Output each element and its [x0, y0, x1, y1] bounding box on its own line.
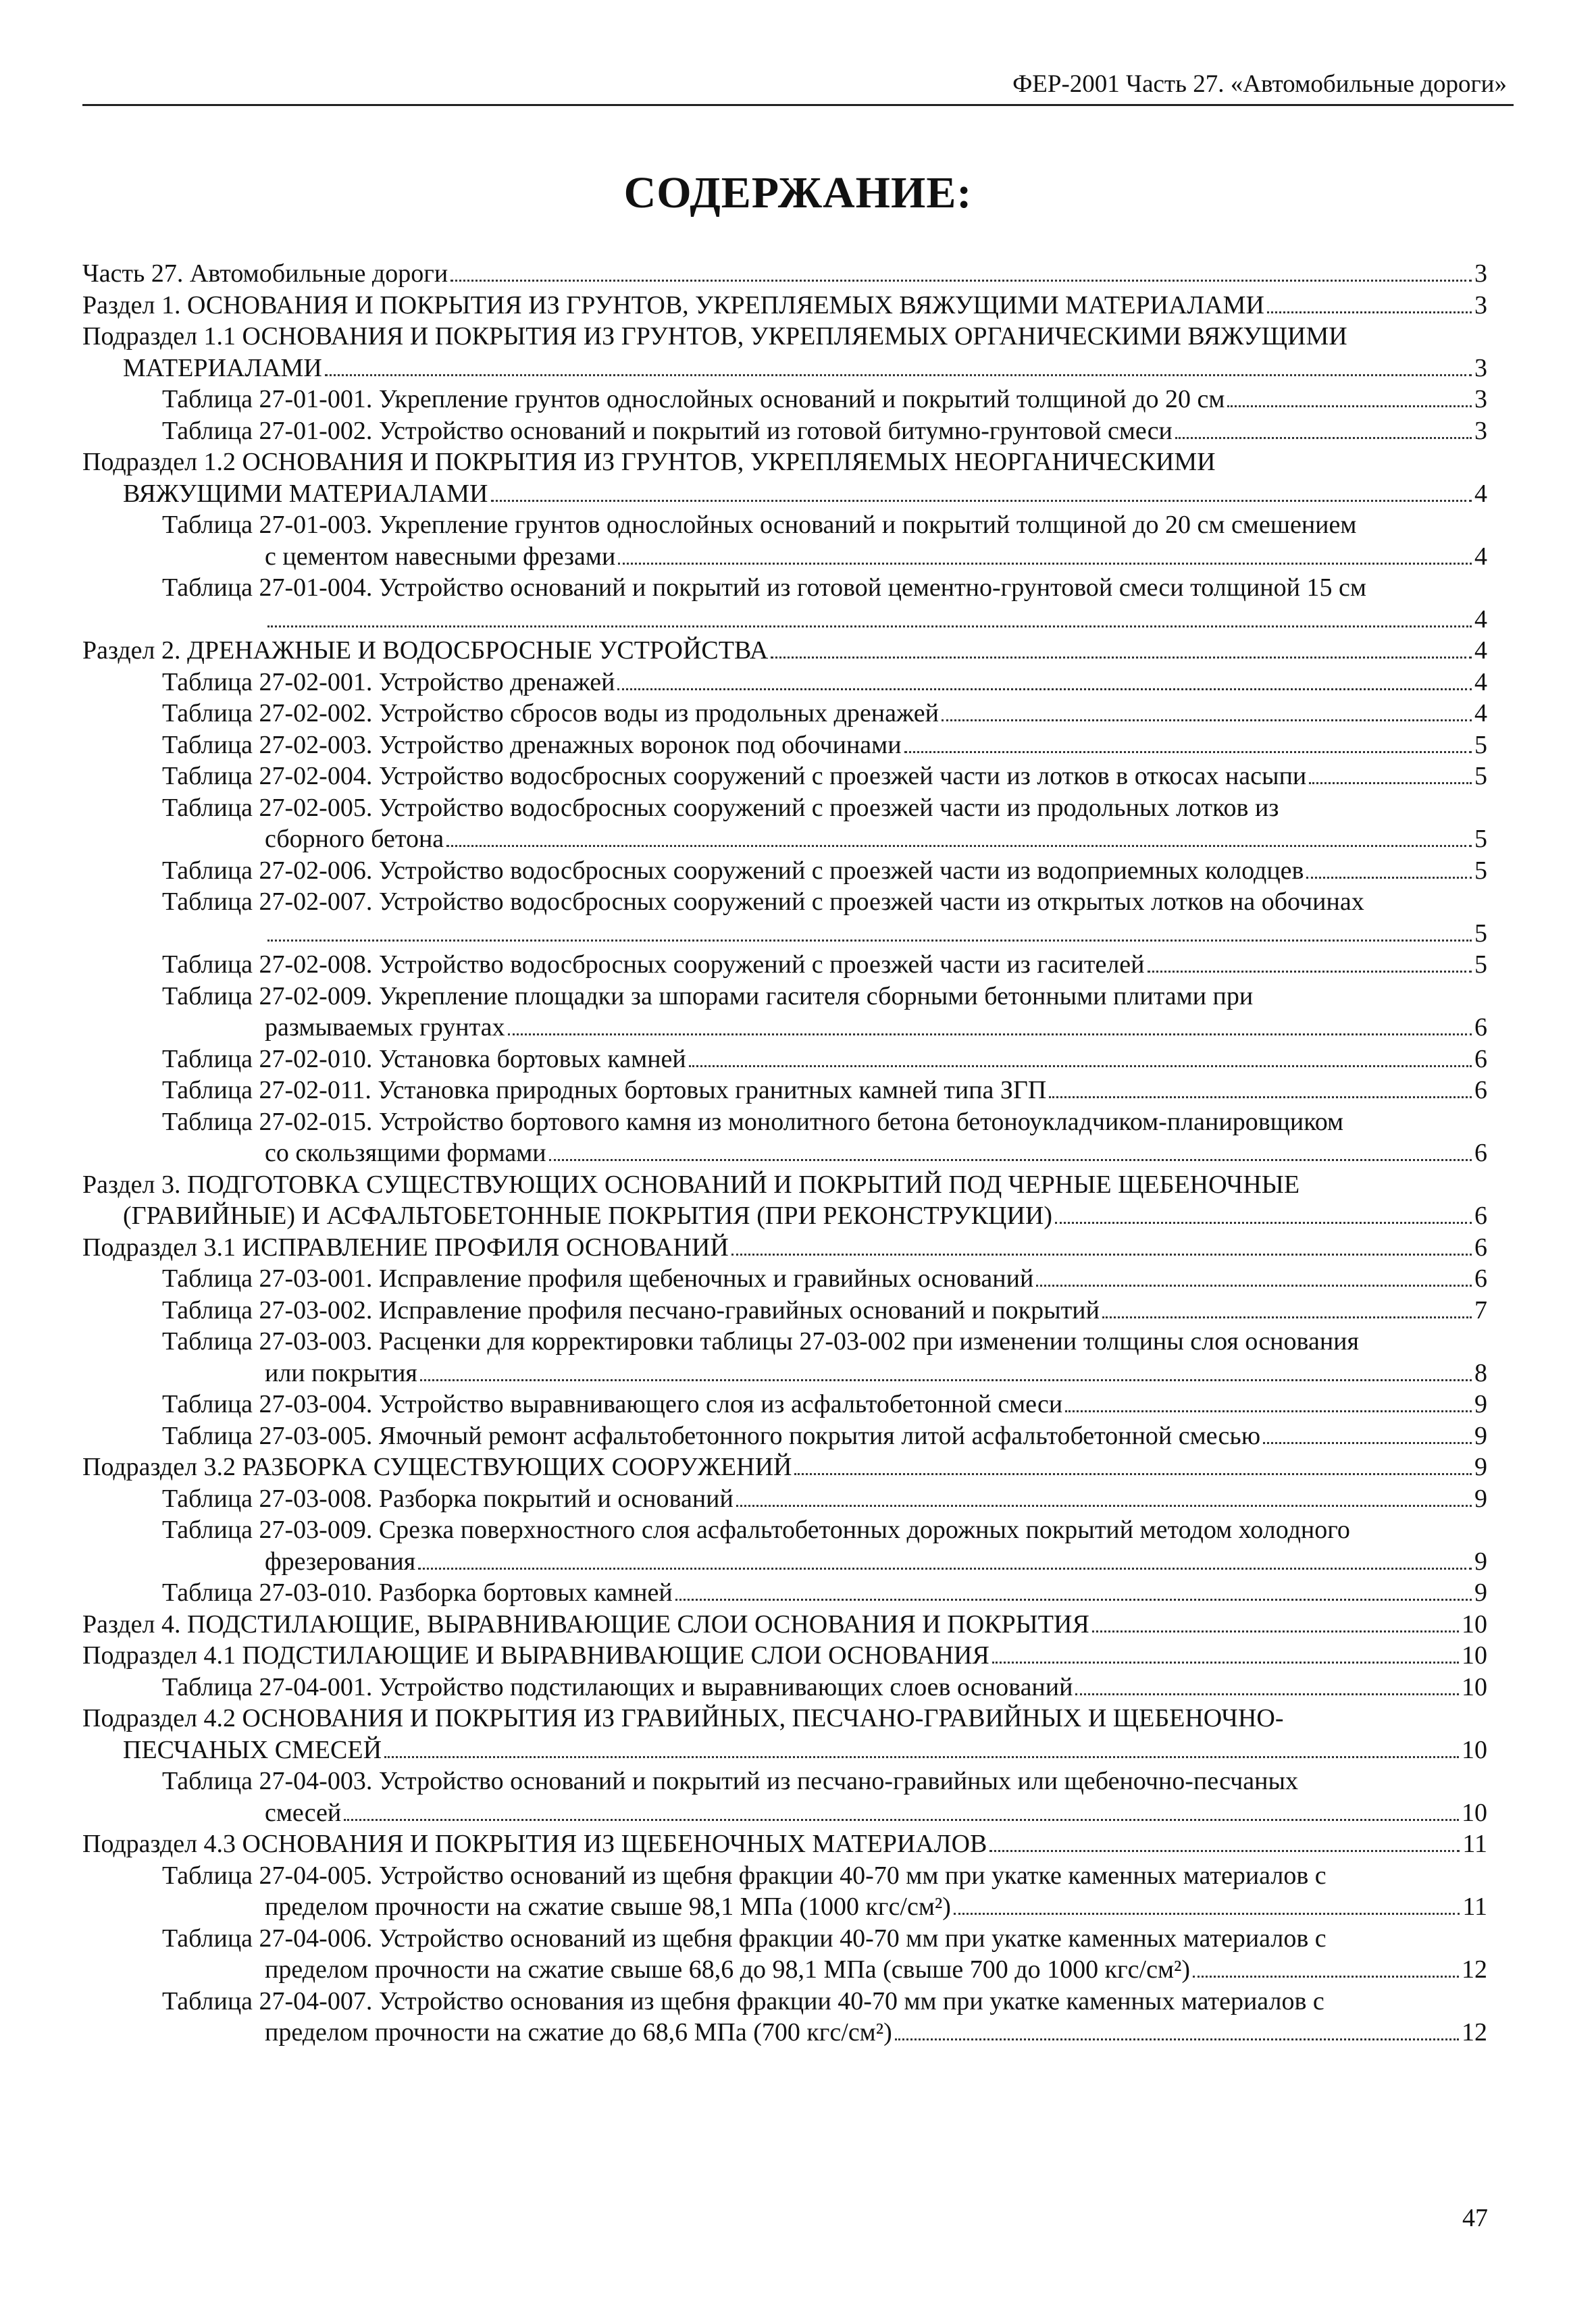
dot-leader: [617, 688, 1472, 690]
toc-entry-page: 9: [1474, 1547, 1487, 1576]
toc-entry[interactable]: [82, 886, 1487, 949]
toc-entry[interactable]: [82, 981, 1487, 1044]
toc-entry-page: 3: [1474, 290, 1487, 319]
toc-entry[interactable]: [82, 1766, 1487, 1828]
toc-entry-page: 7: [1474, 1295, 1487, 1325]
toc-entry[interactable]: [82, 1577, 1487, 1609]
toc-entry-text: Подраздел 4.3 ОСНОВАНИЯ И ПОКРЫТИЯ ИЗ ЩЕБЕНОЧНЫХ МАТЕРИАЛОВ: [82, 1830, 987, 1858]
toc-entry-page: 9: [1474, 1578, 1487, 1607]
toc-entry-page: 3: [1474, 416, 1487, 445]
toc-entry[interactable]: [82, 855, 1487, 887]
toc-entry-page: 12: [1462, 1955, 1487, 1984]
toc-entry-page: 3: [1474, 385, 1487, 413]
toc-entry-text: Таблица 27-02-001. Устройство дренажей: [162, 667, 615, 696]
toc-entry-text: пределом прочности на сжатие свыше 68,6 до 98,1 МПа (свыше 700 до 1000 кгс/см²): [265, 1955, 1191, 1984]
dot-leader: [942, 719, 1472, 721]
toc-entry-page: 10: [1462, 1735, 1487, 1764]
dot-leader: [1263, 1442, 1472, 1444]
toc-entry[interactable]: [82, 1169, 1487, 1232]
toc-entry-page: 6: [1474, 1264, 1487, 1293]
toc-entry[interactable]: [82, 1044, 1487, 1075]
toc-entry-page: 9: [1474, 1453, 1487, 1481]
toc-entry-page: 4: [1474, 479, 1487, 508]
toc-entry[interactable]: [82, 321, 1487, 384]
dot-leader: [992, 1662, 1459, 1664]
toc-entry-page: 10: [1462, 1610, 1487, 1639]
toc-entry-text: размываемых грунтах: [265, 1013, 505, 1042]
toc-entry-page: 4: [1474, 667, 1487, 696]
toc-entry-text: Таблица 27-02-005. Устройство водосбросных сооружений с проезжей части из продольных лотков из: [162, 793, 1279, 822]
toc-entry[interactable]: [82, 667, 1487, 698]
toc-entry-page: 4: [1474, 605, 1487, 634]
dot-leader: [1049, 1096, 1472, 1098]
dot-leader: [344, 1819, 1459, 1821]
toc-entry-text: Таблица 27-03-009. Срезка поверхностного слоя асфальтобетонных дорожных покрытий методом холодного: [162, 1516, 1350, 1544]
toc-entry-text: Таблица 27-02-011. Установка природных бортовых гранитных камней типа ЗГП: [162, 1076, 1047, 1104]
toc-entry-text: Таблица 27-03-004. Устройство выравнивающего слоя из асфальтобетонной смеси: [162, 1390, 1063, 1418]
toc-entry-text: Таблица 27-02-008. Устройство водосбросных сооружений с проезжей части из гасителей: [162, 950, 1145, 979]
toc-entry-text: Раздел 1. ОСНОВАНИЯ И ПОКРЫТИЯ ИЗ ГРУНТОВ, УКРЕПЛЯЕМЫХ ВЯЖУЩИМИ МАТЕРИАЛАМИ: [82, 290, 1264, 319]
dot-leader: [325, 374, 1472, 376]
toc-entry-page: 5: [1474, 919, 1487, 948]
toc-entry-page: 5: [1474, 730, 1487, 759]
dot-leader: [989, 1850, 1460, 1852]
toc-entry-text: Подраздел 3.2 РАЗБОРКА СУЩЕСТВУЮЩИХ СООРУЖЕНИЙ: [82, 1453, 792, 1481]
toc-entry[interactable]: [82, 1703, 1487, 1766]
dot-leader: [1309, 782, 1472, 784]
toc-entry-page: 4: [1474, 636, 1487, 665]
running-header: [82, 57, 1514, 106]
toc-entry-text: ПЕСЧАНЫХ СМЕСЕЙ: [123, 1735, 382, 1764]
toc-entry-page: 11: [1462, 1893, 1487, 1921]
toc-entry-page: 5: [1474, 950, 1487, 979]
toc-entry-page: 5: [1474, 856, 1487, 885]
toc-entry-page: 6: [1474, 1076, 1487, 1104]
toc-entry[interactable]: [82, 1514, 1487, 1577]
toc-entry-text: пределом прочности на сжатие свыше 98,1 МПа (1000 кгс/см²): [265, 1893, 951, 1921]
dot-leader: [1148, 971, 1472, 973]
toc-entry-text: Таблица 27-04-006. Устройство оснований из щебня фракции 40-70 мм при укатке каменных материалов с: [162, 1924, 1327, 1953]
toc-entry-text: Таблица 27-04-005. Устройство оснований из щебня фракции 40-70 мм при укатке каменных материалов с: [162, 1861, 1327, 1890]
dot-leader: [491, 500, 1472, 502]
toc-entry-page: 5: [1474, 762, 1487, 790]
toc-entry-text: Таблица 27-03-008. Разборка покрытий и оснований: [162, 1484, 733, 1513]
toc-entry[interactable]: [82, 258, 1487, 290]
toc-entry-page: 9: [1474, 1484, 1487, 1513]
dot-leader: [267, 940, 1472, 942]
toc-entry[interactable]: [82, 1451, 1487, 1483]
dot-leader: [1065, 1410, 1472, 1412]
dot-leader: [1075, 1693, 1459, 1695]
toc-entry[interactable]: [82, 792, 1487, 855]
dot-leader: [1306, 877, 1472, 879]
toc-entry-page: 8: [1474, 1358, 1487, 1387]
toc-entry-page: 3: [1474, 259, 1487, 288]
toc-entry[interactable]: [82, 1075, 1487, 1106]
dot-leader: [904, 751, 1472, 753]
toc-entry[interactable]: [82, 1672, 1487, 1703]
toc-entry[interactable]: [82, 1828, 1487, 1860]
toc-entry-page: 6: [1474, 1233, 1487, 1262]
dot-leader: [384, 1756, 1459, 1758]
toc-entry[interactable]: [82, 949, 1487, 981]
toc-entry-text: ВЯЖУЩИМИ МАТЕРИАЛАМИ: [123, 479, 488, 508]
toc-entry-text: МАТЕРИАЛАМИ: [123, 353, 322, 382]
page-title: СОДЕРЖАНИЕ:: [623, 168, 973, 217]
toc-entry-page: 6: [1474, 1202, 1487, 1230]
toc-entry-text: с цементом навесными фрезами: [265, 542, 616, 571]
toc-entry-text: Часть 27. Автомобильные дороги: [82, 259, 448, 288]
dot-leader: [418, 1568, 1472, 1570]
toc-entry-text: Таблица 27-03-010. Разборка бортовых камней: [162, 1578, 673, 1607]
toc-entry-text: Раздел 4. ПОДСТИЛАЮЩИЕ, ВЫРАВНИВАЮЩИЕ СЛОИ ОСНОВАНИЯ И ПОКРЫТИЯ: [82, 1610, 1089, 1639]
toc-entry-page: 9: [1474, 1390, 1487, 1418]
toc-entry-text: Раздел 3. ПОДГОТОВКА СУЩЕСТВУЮЩИХ ОСНОВАНИЙ И ПОКРЫТИЙ ПОД ЧЕРНЫЕ ЩЕБЕНОЧНЫЕ: [82, 1170, 1300, 1199]
toc-entry[interactable]: [82, 384, 1487, 415]
toc-entry[interactable]: [82, 1106, 1487, 1169]
toc-entry-text: или покрытия: [265, 1358, 417, 1387]
toc-entry[interactable]: [82, 446, 1487, 509]
dot-leader: [689, 1065, 1472, 1067]
toc-entry-text: Подраздел 4.2 ОСНОВАНИЯ И ПОКРЫТИЯ ИЗ ГРАВИЙНЫХ, ПЕСЧАНО-ГРАВИЙНЫХ И ЩЕБЕНОЧНО-: [82, 1704, 1284, 1732]
dot-leader: [1193, 1976, 1459, 1978]
dot-leader: [794, 1473, 1472, 1475]
toc-entry-text: Раздел 2. ДРЕНАЖНЫЕ И ВОДОСБРОСНЫЕ УСТРОЙСТВА: [82, 636, 769, 665]
toc-entry[interactable]: [82, 1483, 1487, 1515]
toc-entry-page: 5: [1474, 825, 1487, 853]
dot-leader: [675, 1599, 1472, 1601]
dot-leader: [508, 1033, 1472, 1035]
toc-entry-text: смесей: [265, 1798, 342, 1827]
toc-entry-text: Таблица 27-02-002. Устройство сбросов воды из продольных дренажей: [162, 699, 939, 727]
dot-leader: [549, 1159, 1472, 1161]
toc-entry-page: 3: [1474, 353, 1487, 382]
toc-entry[interactable]: [82, 1232, 1487, 1264]
dot-leader: [771, 657, 1472, 659]
dot-leader: [1102, 1316, 1472, 1318]
toc-entry-text: Таблица 27-02-009. Укрепление площадки за шпорами гасителя сборными бетонными плитами при: [162, 981, 1254, 1010]
toc-entry[interactable]: [82, 1295, 1487, 1327]
toc-entry-text: фрезерования: [265, 1547, 416, 1576]
toc-entry-text: (ГРАВИЙНЫЕ) И АСФАЛЬТОБЕТОННЫЕ ПОКРЫТИЯ (ПРИ РЕКОНСТРУКЦИИ): [123, 1202, 1053, 1230]
dot-leader: [1175, 437, 1472, 439]
toc-entry-text: Таблица 27-03-001. Исправление профиля щебеночных и гравийных оснований: [162, 1264, 1034, 1293]
toc-entry[interactable]: [82, 729, 1487, 761]
toc-entry-text: Таблица 27-04-007. Устройство основания из щебня фракции 40-70 мм при укатке каменных материалов с: [162, 1986, 1324, 2015]
toc-entry-text: Подраздел 4.1 ПОДСТИЛАЮЩИЕ И ВЫРАВНИВАЮЩИЕ СЛОИ ОСНОВАНИЯ: [82, 1641, 989, 1670]
toc-entry[interactable]: [82, 1326, 1487, 1389]
toc-entry-text: Подраздел 1.1 ОСНОВАНИЯ И ПОКРЫТИЯ ИЗ ГРУНТОВ, УКРЕПЛЯЕМЫХ ОРГАНИЧЕСКИМИ ВЯЖУЩИМИ: [82, 322, 1347, 351]
toc-entry-text: Таблица 27-03-003. Расценки для корректировки таблицы 27-03-002 при изменении толщины слоя основания: [162, 1327, 1359, 1356]
toc-entry-text: Таблица 27-01-002. Устройство оснований и покрытий из готовой битумно-грунтовой смеси: [162, 416, 1173, 445]
toc-entry-page: 10: [1462, 1798, 1487, 1827]
toc-entry-text: Таблица 27-03-002. Исправление профиля песчано-гравийных оснований и покрытий: [162, 1295, 1100, 1325]
toc-entry[interactable]: [82, 761, 1487, 792]
dot-leader: [420, 1379, 1472, 1381]
toc-entry-text: Таблица 27-02-003. Устройство дренажных воронок под обочинами: [162, 730, 902, 759]
toc-entry-text: Таблица 27-04-001. Устройство подстилающих и выравнивающих слоев оснований: [162, 1672, 1073, 1701]
toc-entry-text: Подраздел 3.1 ИСПРАВЛЕНИЕ ПРОФИЛЯ ОСНОВАНИЙ: [82, 1233, 729, 1262]
toc-entry-text: Таблица 27-03-005. Ямочный ремонт асфальтобетонного покрытия литой асфальтобетонной смесью: [162, 1421, 1261, 1450]
toc-entry-text: сборного бетона: [265, 825, 444, 853]
table-of-contents: [82, 258, 1487, 2049]
toc-entry[interactable]: [82, 572, 1487, 635]
dot-leader: [618, 563, 1472, 565]
toc-entry-page: 10: [1462, 1672, 1487, 1701]
toc-entry-page: 9: [1474, 1421, 1487, 1450]
toc-entry-page: 4: [1474, 699, 1487, 727]
running-header-text: ФЕР-2001 Часть 27. «Автомобильные дороги»: [1012, 70, 1507, 98]
dot-leader: [731, 1254, 1472, 1256]
toc-entry-page: 4: [1474, 542, 1487, 571]
toc-entry[interactable]: [82, 1609, 1487, 1641]
dot-leader: [1036, 1285, 1472, 1287]
toc-entry[interactable]: [82, 290, 1487, 322]
toc-entry[interactable]: [82, 1263, 1487, 1295]
toc-entry[interactable]: [82, 1640, 1487, 1672]
toc-entry-text: Таблица 27-04-003. Устройство оснований и покрытий из песчано-гравийных или щебеночно-песчаных: [162, 1767, 1299, 1795]
toc-entry[interactable]: [82, 1420, 1487, 1452]
toc-entry-text: Таблица 27-02-010. Установка бортовых камней: [162, 1044, 686, 1073]
dot-leader: [1227, 405, 1472, 407]
toc-entry-text: Таблица 27-02-007. Устройство водосбросных сооружений с проезжей части из открытых лотков на обочинах: [162, 888, 1364, 916]
toc-entry[interactable]: [82, 1923, 1487, 1986]
toc-entry-page: 6: [1474, 1139, 1487, 1167]
dot-leader: [1267, 311, 1472, 313]
toc-entry[interactable]: [82, 1986, 1487, 2049]
toc-entry[interactable]: [82, 1389, 1487, 1420]
toc-entry-page: 11: [1462, 1830, 1487, 1858]
dot-leader: [451, 280, 1472, 282]
dot-leader: [1092, 1630, 1459, 1632]
dot-leader: [267, 625, 1472, 627]
toc-entry-page: 6: [1474, 1013, 1487, 1042]
toc-entry-text: Таблица 27-01-004. Устройство оснований и покрытий из готовой цементно-грунтовой смеси толщиной 15 см: [162, 573, 1366, 602]
dot-leader: [954, 1913, 1460, 1915]
toc-entry-text: Таблица 27-01-003. Укрепление грунтов однослойных оснований и покрытий толщиной до 20 см смешением: [162, 511, 1357, 539]
dot-leader: [895, 2038, 1459, 2040]
toc-entry-text: со скользящими формами: [265, 1139, 546, 1167]
page-number: 47: [1462, 2204, 1488, 2232]
toc-entry[interactable]: [82, 509, 1487, 572]
toc-entry[interactable]: [82, 415, 1487, 447]
toc-entry-page: 6: [1474, 1044, 1487, 1073]
toc-entry-text: Таблица 27-01-001. Укрепление грунтов однослойных оснований и покрытий толщиной до 20 см: [162, 385, 1225, 413]
dot-leader: [446, 845, 1472, 847]
toc-entry[interactable]: [82, 1860, 1487, 1923]
toc-entry[interactable]: [82, 635, 1487, 667]
toc-entry-text: Таблица 27-02-015. Устройство бортового камня из монолитного бетона бетоноукладчиком-планировщиком: [162, 1107, 1344, 1136]
toc-entry-page: 12: [1462, 2018, 1487, 2047]
toc-entry[interactable]: [82, 698, 1487, 729]
toc-entry-page: 10: [1462, 1641, 1487, 1670]
dot-leader: [736, 1505, 1472, 1507]
toc-entry-text: Подраздел 1.2 ОСНОВАНИЯ И ПОКРЫТИЯ ИЗ ГРУНТОВ, УКРЕПЛЯЕМЫХ НЕОРГАНИЧЕСКИМИ: [82, 448, 1216, 476]
toc-entry-text: Таблица 27-02-004. Устройство водосбросных сооружений с проезжей части из лотков в откосах насыпи: [162, 762, 1307, 790]
toc-entry-text: Таблица 27-02-006. Устройство водосбросных сооружений с проезжей части из водоприемных колодцев: [162, 856, 1304, 885]
toc-entry-text: пределом прочности на сжатие до 68,6 МПа (700 кгс/см²): [265, 2018, 892, 2047]
dot-leader: [1055, 1222, 1472, 1224]
